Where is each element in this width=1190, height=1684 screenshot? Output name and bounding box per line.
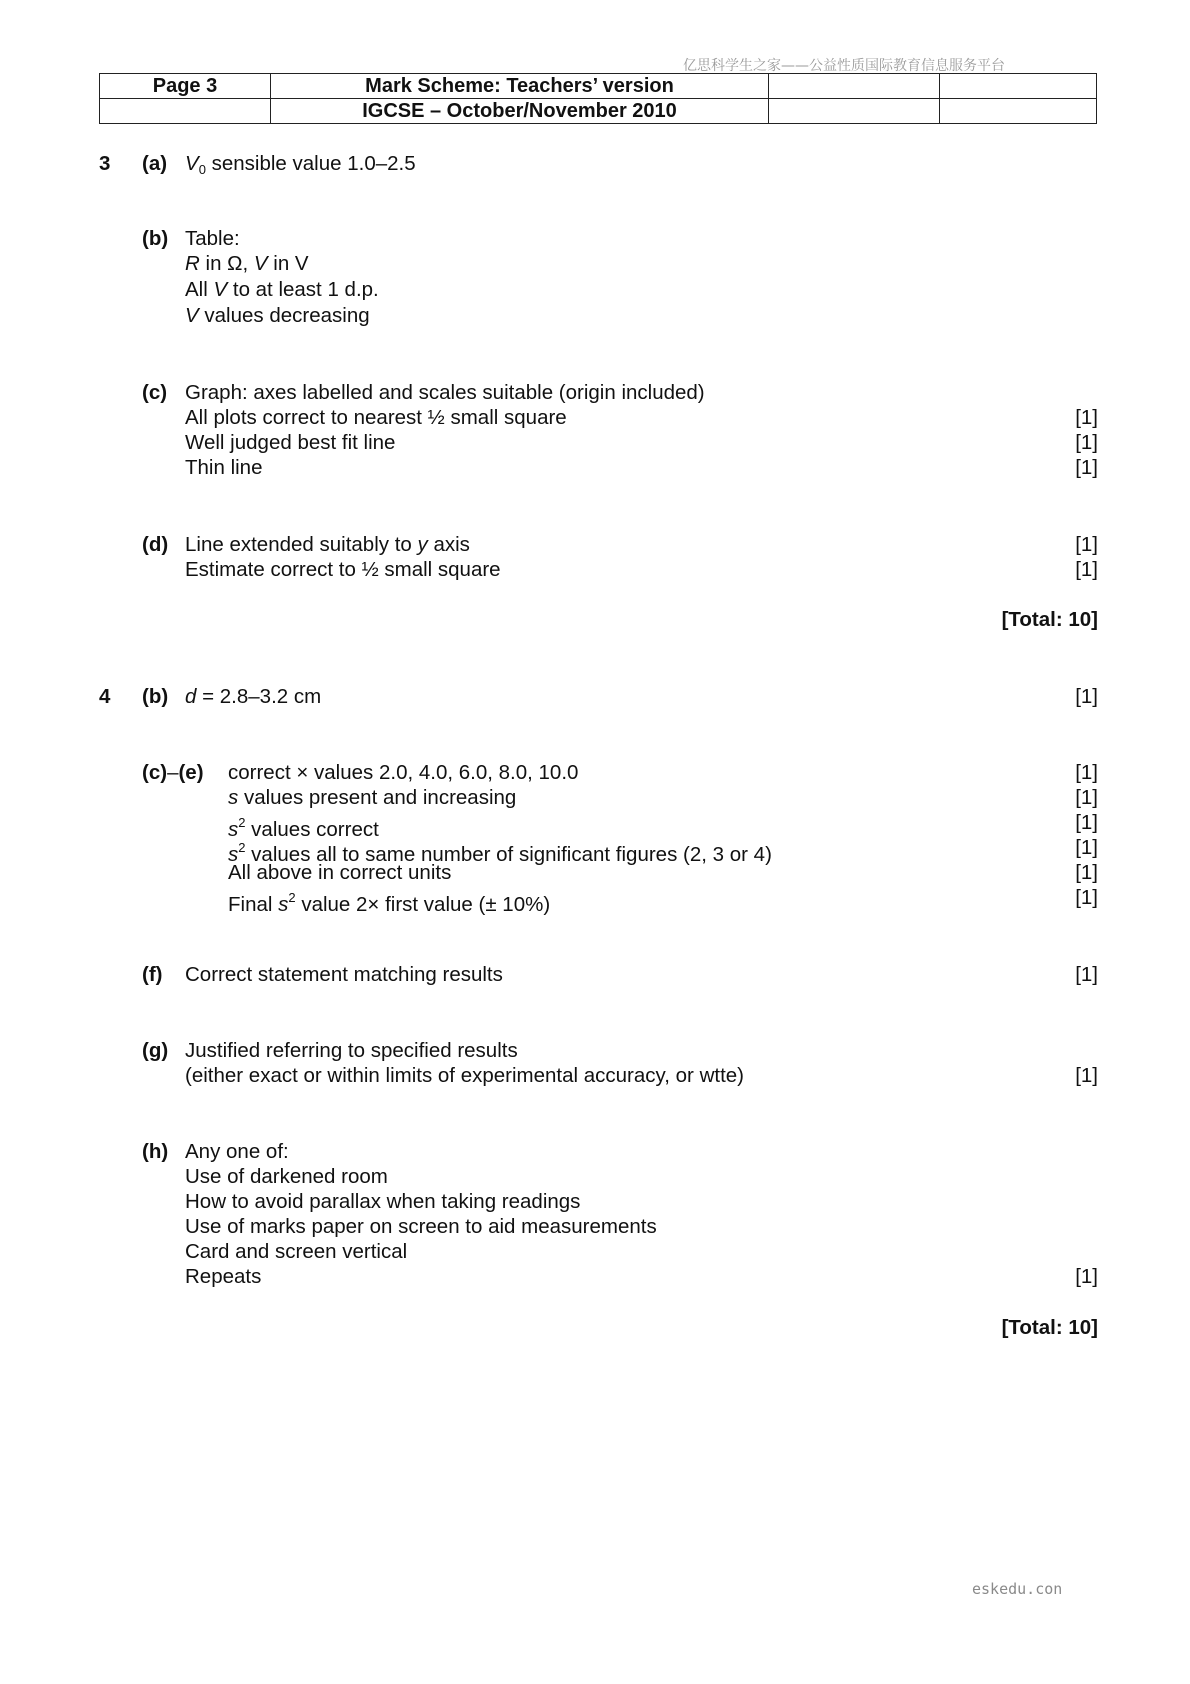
part-label-4c-e: (c)–(e) [142, 761, 204, 784]
answer-3c-line: Thin line [185, 456, 263, 479]
header-empty-cell [940, 74, 1097, 99]
part-label-3d: (d) [142, 533, 169, 556]
part-label-3a: (a) [142, 152, 168, 175]
header-empty-cell [940, 99, 1097, 124]
mark: [1] [1075, 836, 1098, 859]
part-label-4g: (g) [142, 1039, 169, 1062]
watermark-top: 亿思科学生之家——公益性质国际教育信息服务平台 [683, 58, 1005, 74]
answer-4ce-line: Final $s^2$ value 2× first value (± 10%) [228, 890, 551, 916]
mark: [1] [1075, 811, 1098, 834]
answer-4g-line: Justified referring to specified results [185, 1039, 518, 1062]
answer-4h-line: Use of marks paper on screen to aid measurements [185, 1215, 657, 1238]
header-exam: IGCSE – October/November 2010 [271, 99, 769, 124]
mark: [1] [1075, 861, 1098, 884]
header-empty-cell [769, 99, 940, 124]
answer-3c-line: All plots correct to nearest ½ small square [185, 406, 567, 429]
answer-3b-line: Table: [185, 227, 240, 250]
answer-4g-line: (either exact or within limits of experimental accuracy, or wtte) [185, 1064, 745, 1087]
answer-4f: Correct statement matching results [185, 963, 503, 986]
mark: [1] [1075, 963, 1098, 986]
total-q3: [Total: 10] [1001, 608, 1098, 631]
question-number-4: 4 [99, 685, 111, 708]
answer-4ce-line: correct × values 2.0, 4.0, 6.0, 8.0, 10.0 [228, 761, 579, 784]
answer-3a: $V_0$ sensible value 1.0–2.5 [185, 152, 416, 177]
header-page: Page 3 [100, 74, 271, 99]
answer-4h-line: Use of darkened room [185, 1165, 388, 1188]
total-q4: [Total: 10] [1001, 1316, 1098, 1339]
answer-3d-line: Estimate correct to ½ small square [185, 558, 501, 581]
answer-3b-line: All V to at least 1 d.p. [185, 278, 379, 301]
part-label-3c: (c) [142, 381, 168, 404]
part-label-4f: (f) [142, 963, 163, 986]
answer-4ce-line: $s^2$ values all to same number of significant figures (2, 3 or 4) [228, 840, 772, 866]
mark: [1] [1075, 406, 1098, 429]
answer-3b-line: V values decreasing [185, 304, 370, 327]
answer-4h-line: Card and screen vertical [185, 1240, 408, 1263]
header-empty-cell [100, 99, 271, 124]
mark: [1] [1075, 761, 1098, 784]
mark: [1] [1075, 1064, 1098, 1087]
answer-4h-line: Repeats [185, 1265, 262, 1288]
header-empty-cell [769, 74, 940, 99]
answer-3c-line: Graph: axes labelled and scales suitable (origin included) [185, 381, 705, 404]
part-label-3b: (b) [142, 227, 169, 250]
header-table [99, 73, 1097, 124]
mark: [1] [1075, 886, 1098, 909]
answer-3d-line: Line extended suitably to y axis [185, 533, 470, 556]
answer-4ce-line: $s^2$ values correct [228, 815, 379, 841]
part-label-4b: (b) [142, 685, 169, 708]
watermark-bottom: eskedu.con [972, 1580, 1063, 1598]
mark: [1] [1075, 431, 1098, 454]
answer-4h-line: How to avoid parallax when taking readings [185, 1190, 581, 1213]
mark: [1] [1075, 1265, 1098, 1288]
question-number-3: 3 [99, 152, 111, 175]
answer-4h-line: Any one of: [185, 1140, 289, 1163]
mark: [1] [1075, 558, 1098, 581]
header-title: Mark Scheme: Teachers’ version [271, 74, 769, 99]
answer-4ce-line: s values present and increasing [228, 786, 517, 809]
answer-4ce-line: All above in correct units [228, 861, 452, 884]
mark: [1] [1075, 786, 1098, 809]
part-label-4h: (h) [142, 1140, 169, 1163]
mark: [1] [1075, 533, 1098, 556]
answer-3b-line: R in Ω, V in V [185, 252, 309, 275]
mark: [1] [1075, 685, 1098, 708]
answer-4b: d = 2.8–3.2 cm [185, 685, 322, 708]
mark: [1] [1075, 456, 1098, 479]
answer-3c-line: Well judged best fit line [185, 431, 396, 454]
